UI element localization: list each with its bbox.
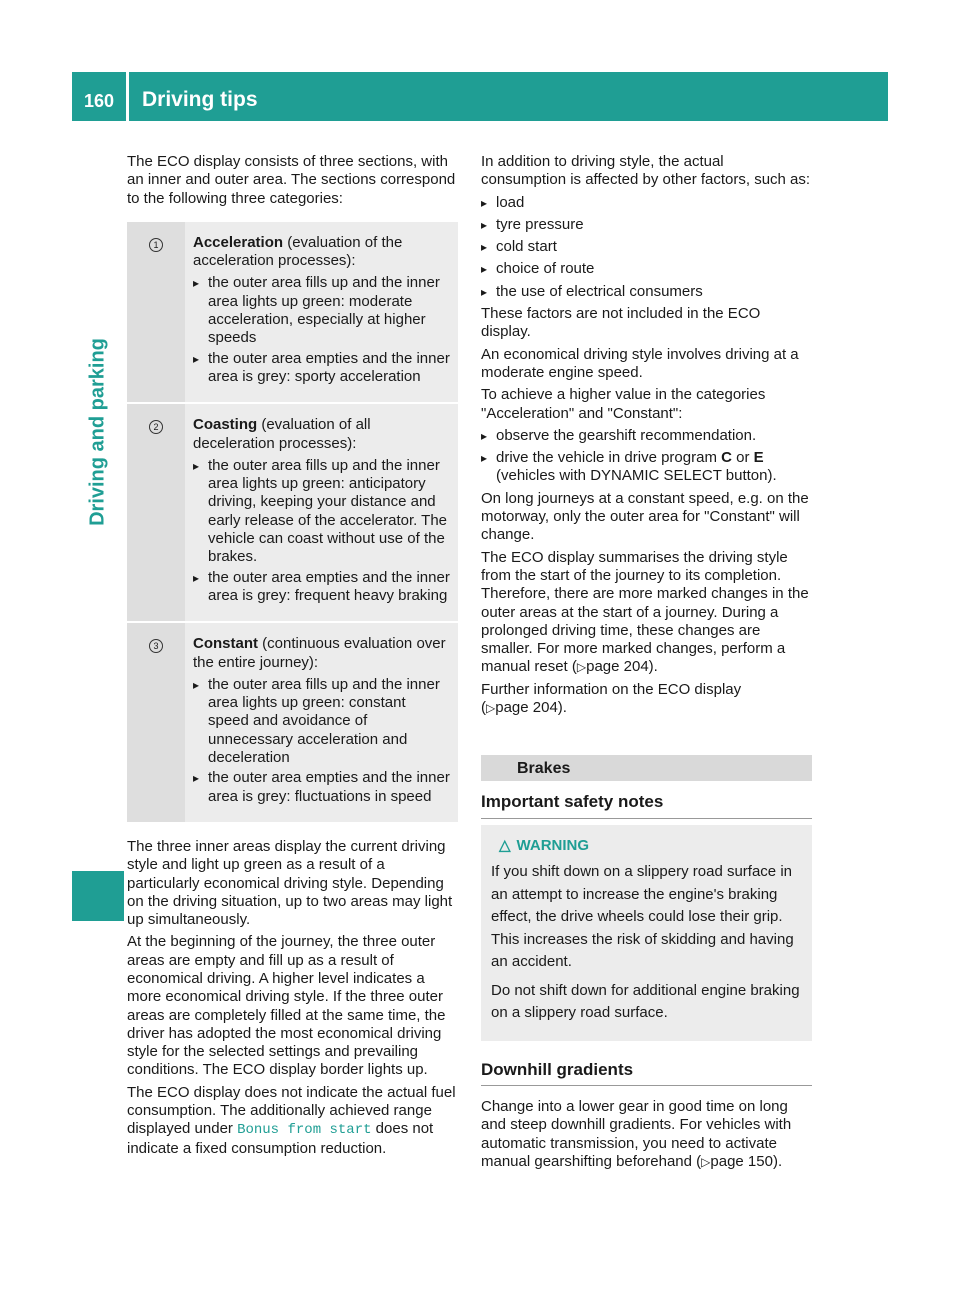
number-3-icon: 3 [149, 639, 163, 653]
paragraph: The ECO display summarises the driving style from the start of the journey to its completion. Therefore, there are more marked changes in the outer areas at the start of a journey. During a prolonged driving time, these changes are smaller. For more marked changes, perform a manual reset (▷page 204). [481, 548, 809, 676]
list-item: ▸ load [481, 194, 812, 212]
category-desc: (evaluation of the acceleration processes): [193, 233, 403, 270]
page-number: 160 [83, 91, 115, 111]
intro-paragraph: The ECO display consists of three sections, with an inner and outer area. The sections correspond to the following three categories: [127, 153, 456, 207]
list-item: ▸ tyre pressure [481, 216, 812, 234]
section-heading-brakes: Brakes [481, 755, 812, 781]
number-1-icon: 1 [149, 238, 163, 252]
page-ref-arrow-icon: ▷ [576, 660, 587, 675]
list-item: ▸ the outer area fills up and the inner area lights up green: anticipatory driving, keeping your distance and early release of the accelerator. The vehicle can coast without use of the brakes. [193, 457, 450, 567]
factor-list [481, 194, 812, 301]
page-reference: page 150). [710, 1152, 783, 1170]
tip-list [481, 427, 812, 486]
page-reference: page 204). [586, 658, 658, 676]
number-2-icon: 2 [149, 420, 163, 434]
table-row [127, 222, 458, 403]
page-reference: page 204). [495, 699, 567, 717]
list-item: ▸ the outer area fills up and the inner area lights up green: constant speed and avoidance of unnecessary acceleration and deceleration [193, 676, 450, 767]
list-item: ▸ the outer area empties and the inner area is grey: frequent heavy braking [193, 569, 450, 606]
paragraph: These factors are not included in the ECO display. [481, 305, 761, 341]
section-side-label: Driving and parking [86, 338, 109, 526]
paragraph: The three inner areas display the current driving style and light up green as a result of a particularly economical driving style. Depending on the driving situation, up to two areas may light up simultaneously. [127, 837, 453, 929]
warning-text: Do not shift down for additional engine braking on a slippery road surface. [491, 981, 800, 1022]
paragraph: On long journeys at a constant speed, e.g. on the motorway, only the outer area for "Constant" will change. [481, 489, 809, 544]
paragraph: To achieve a higher value in the categories "Acceleration" and "Constant": [481, 386, 766, 422]
page-ref-arrow-icon: ▷ [701, 1154, 711, 1169]
list-item: ▸ choice of route [481, 260, 812, 278]
category-title: Constant [193, 635, 258, 653]
warning-text: If you shift down on a slippery road surface in an attempt to increase the engine's braking effect, the drive wheels could lose their grip. This increases the risk of skidding and having an accident. [491, 863, 794, 971]
category-desc: (evaluation of all deceleration processes): [193, 416, 371, 452]
category-title: Coasting [193, 416, 258, 434]
category-desc: (continuous evaluation over the entire journey): [193, 635, 446, 671]
page-header [72, 72, 888, 121]
page-title: Driving tips [142, 88, 258, 111]
subheading-downhill: Downhill gradients [481, 1061, 812, 1086]
category-table [127, 222, 458, 822]
warning-triangle-icon: △ [499, 836, 511, 854]
list-item: ▸ the use of electrical consumers [481, 283, 812, 301]
paragraph: An economical driving style involves driving at a moderate engine speed. [481, 345, 799, 381]
list-item: ▸ drive the vehicle in drive program C or E (vehicles with DYNAMIC SELECT button). [481, 449, 812, 486]
list-item: ▸ observe the gearshift recommendation. [481, 427, 812, 445]
paragraph: In addition to driving style, the actual consumption is affected by other factors, such as: [481, 153, 811, 189]
left-column [127, 153, 460, 1162]
paragraph: Change into a lower gear in good time on long and steep downhill gradients. For vehicles with automatic transmission, you need to activate manual gearshifting beforehand (▷page 150). [481, 1097, 792, 1170]
display-text-bonus: Bonus from start [237, 1122, 372, 1139]
category-title: Acceleration [193, 233, 284, 251]
list-item: ▸ cold start [481, 238, 812, 256]
paragraph: Further information on the ECO display (▷page 204). [481, 680, 742, 717]
list-item: ▸ the outer area empties and the inner area is grey: sporty acceleration [193, 350, 450, 387]
side-marker [72, 871, 124, 921]
right-column [481, 153, 812, 1175]
list-item: ▸ the outer area fills up and the inner area lights up green: moderate acceleration, especially at higher speeds [193, 274, 450, 347]
warning-label: WARNING [516, 836, 590, 854]
header-divider [126, 72, 129, 121]
paragraph: The ECO display does not indicate the actual fuel consumption. The additionally achieved range displayed under Bonus from start does not indicate a fixed consumption reduction. [127, 1083, 456, 1157]
warning-box [481, 825, 812, 1041]
table-row [127, 403, 458, 622]
page-ref-arrow-icon: ▷ [486, 701, 496, 716]
list-item: ▸ the outer area empties and the inner area is grey: fluctuations in speed [193, 769, 450, 806]
table-row [127, 622, 458, 822]
paragraph: At the beginning of the journey, the three outer areas are empty and fill up as a result of economical driving. A higher level indicates a more economical driving style. If the three outer areas are completely filled at the same time, the driver has adopted the most economical driving style for the selected settings and prevailing conditions. The ECO display border lights up. [127, 933, 446, 1079]
subheading-safety: Important safety notes [481, 793, 812, 818]
